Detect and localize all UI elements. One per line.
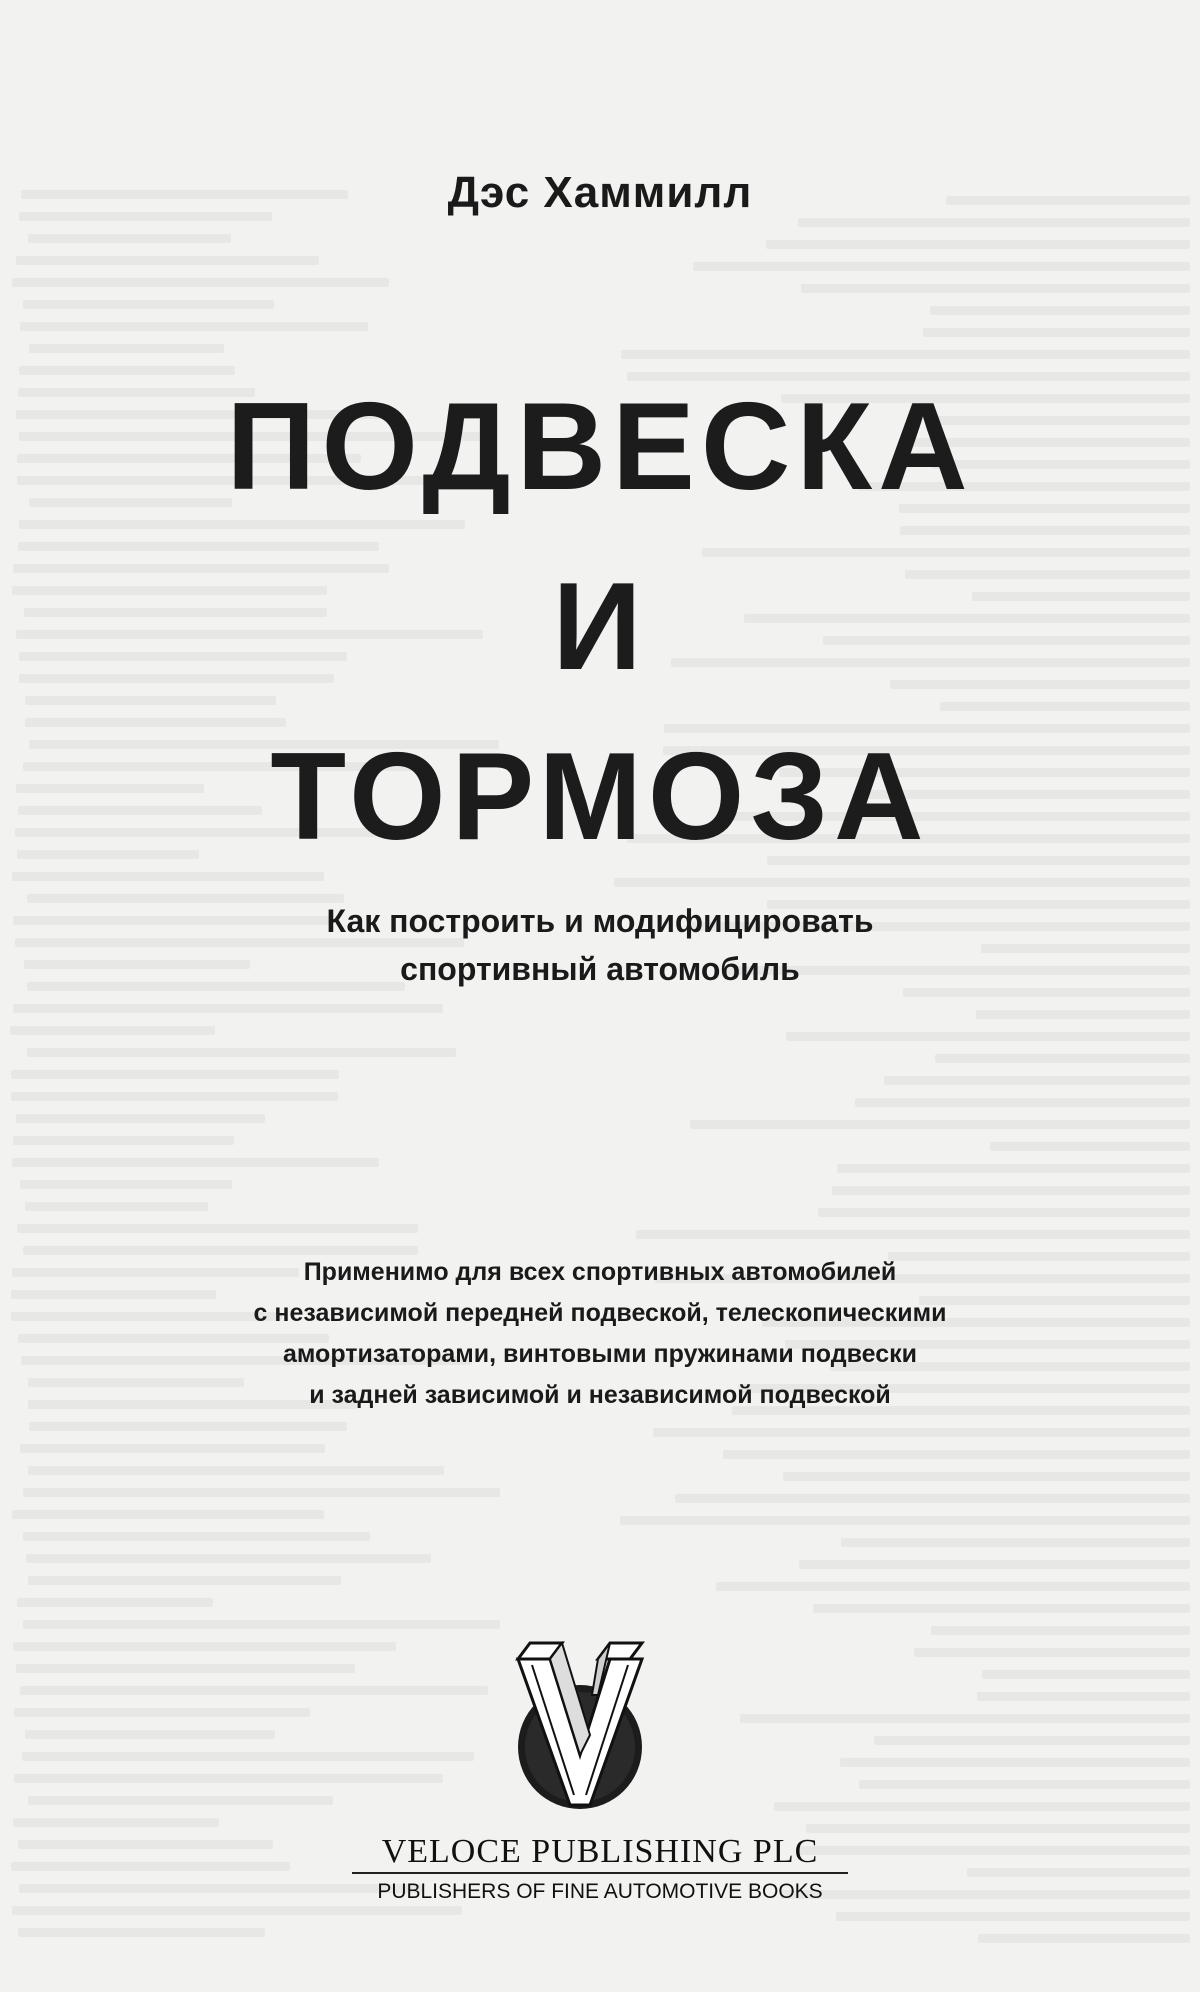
applicability-line-2: с независимой передней подвеской, телескопическими (253, 1299, 947, 1327)
bleed-line (29, 1422, 347, 1431)
bleed-line (818, 1208, 1190, 1217)
bleed-line (653, 1428, 1190, 1437)
bleed-line (18, 542, 379, 551)
bleed-line (12, 1510, 324, 1519)
bleed-line (23, 300, 274, 309)
bleed-line (12, 1906, 462, 1915)
bleed-line (935, 1054, 1190, 1063)
bleed-line (801, 284, 1190, 293)
bleed-line (23, 1532, 369, 1541)
bleed-line (976, 1010, 1190, 1019)
bleed-line (20, 1180, 233, 1189)
publisher-name: VELOCE PUBLISHING PLC (381, 1833, 819, 1870)
bleed-line (22, 1752, 474, 1761)
bleed-line (740, 1714, 1190, 1723)
bleed-line (675, 1494, 1190, 1503)
bleed-line (19, 366, 235, 375)
bleed-line (813, 1604, 1190, 1613)
bleed-line (840, 1758, 1190, 1767)
bleed-line (855, 1098, 1190, 1107)
author-name: Дэс Хаммилл (447, 168, 753, 217)
bleed-line (25, 1730, 275, 1739)
bleed-line (12, 1158, 379, 1167)
title-line-2: И (552, 558, 648, 696)
applicability-line-4: и задней зависимой и независимой подвеской (309, 1381, 891, 1409)
bleed-line (620, 1516, 1190, 1525)
bleed-line (20, 1686, 488, 1695)
bleed-line (614, 878, 1190, 887)
title-line-3: ТОРМОЗА (270, 728, 930, 866)
bleed-line (13, 1818, 219, 1827)
bleed-line (18, 1928, 265, 1937)
bleed-line (978, 1934, 1190, 1943)
veloce-v-logo-icon (512, 1635, 648, 1815)
bleed-line (716, 1582, 1190, 1591)
bleed-line (23, 1488, 500, 1497)
bleed-line (874, 1736, 1190, 1745)
bleed-line (832, 1186, 1190, 1195)
bleed-line (19, 520, 464, 529)
bleed-line (28, 234, 232, 243)
bleed-line (25, 696, 276, 705)
bleed-line (14, 1708, 311, 1717)
bleed-line (930, 306, 1190, 315)
bleed-line (702, 548, 1190, 557)
bleed-line (693, 262, 1190, 271)
bleed-line (900, 526, 1190, 535)
subtitle-line-2: спортивный автомобиль (400, 951, 800, 987)
bleed-line (28, 1466, 444, 1475)
bleed-line (806, 1824, 1190, 1833)
bleed-line (23, 1620, 500, 1629)
bleed-line (859, 1780, 1190, 1789)
bleed-line (774, 1802, 1190, 1811)
bleed-line (16, 1664, 354, 1673)
bleed-line (13, 1642, 396, 1651)
bleed-line (27, 1048, 456, 1057)
bleed-line (884, 1076, 1190, 1085)
subtitle (0, 897, 1200, 993)
bleed-line (11, 1092, 337, 1101)
bleed-line (923, 328, 1190, 337)
publisher-divider (352, 1872, 848, 1874)
bleed-line (798, 218, 1190, 227)
bleed-line (17, 1598, 213, 1607)
bleed-line (914, 1648, 1190, 1657)
subtitle-line-1: Как построить и модифицировать (326, 903, 874, 939)
bleed-line (12, 872, 324, 881)
bleed-line (29, 344, 224, 353)
bleed-line (10, 1026, 215, 1035)
bleed-line (13, 1004, 442, 1013)
applicability-line-1: Применимо для всех спортивных автомобилей (303, 1258, 897, 1286)
bleed-line (25, 1202, 208, 1211)
bleed-line (28, 1796, 333, 1805)
bleed-line (990, 1142, 1190, 1151)
bleed-line (26, 1554, 431, 1563)
bleed-line (17, 1224, 419, 1233)
bleed-line (16, 256, 319, 265)
bleed-line (20, 1444, 325, 1453)
bleed-line (690, 1120, 1190, 1129)
title-line-1: ПОДВЕСКА (226, 378, 974, 516)
bleed-line (786, 1032, 1190, 1041)
publisher-tagline: PUBLISHERS OF FINE AUTOMOTIVE BOOKS (377, 1880, 823, 1903)
applicability-line-3: амортизаторами, винтовыми пружинами подвески (282, 1340, 918, 1368)
bleed-line (940, 702, 1190, 711)
bleed-line (20, 322, 368, 331)
bleed-line (13, 1136, 234, 1145)
bleed-line (841, 1538, 1190, 1547)
bleed-line (837, 1164, 1190, 1173)
bleed-line (25, 718, 286, 727)
bleed-line (14, 1774, 443, 1783)
bleed-line (799, 1560, 1190, 1569)
bleed-line (12, 278, 389, 287)
bleed-line (766, 240, 1190, 249)
bleed-line (982, 1670, 1190, 1679)
bleed-line (11, 1070, 339, 1079)
bleed-line (723, 1450, 1190, 1459)
bleed-line (783, 1472, 1190, 1481)
bleed-line (931, 1626, 1190, 1635)
applicability-note (0, 1252, 1200, 1416)
bleed-line (636, 1230, 1190, 1239)
bleed-line (836, 1912, 1190, 1921)
bleed-line (28, 1576, 341, 1585)
bleed-line (977, 1692, 1190, 1701)
bleed-line (16, 1114, 265, 1123)
bleed-line (621, 350, 1190, 359)
